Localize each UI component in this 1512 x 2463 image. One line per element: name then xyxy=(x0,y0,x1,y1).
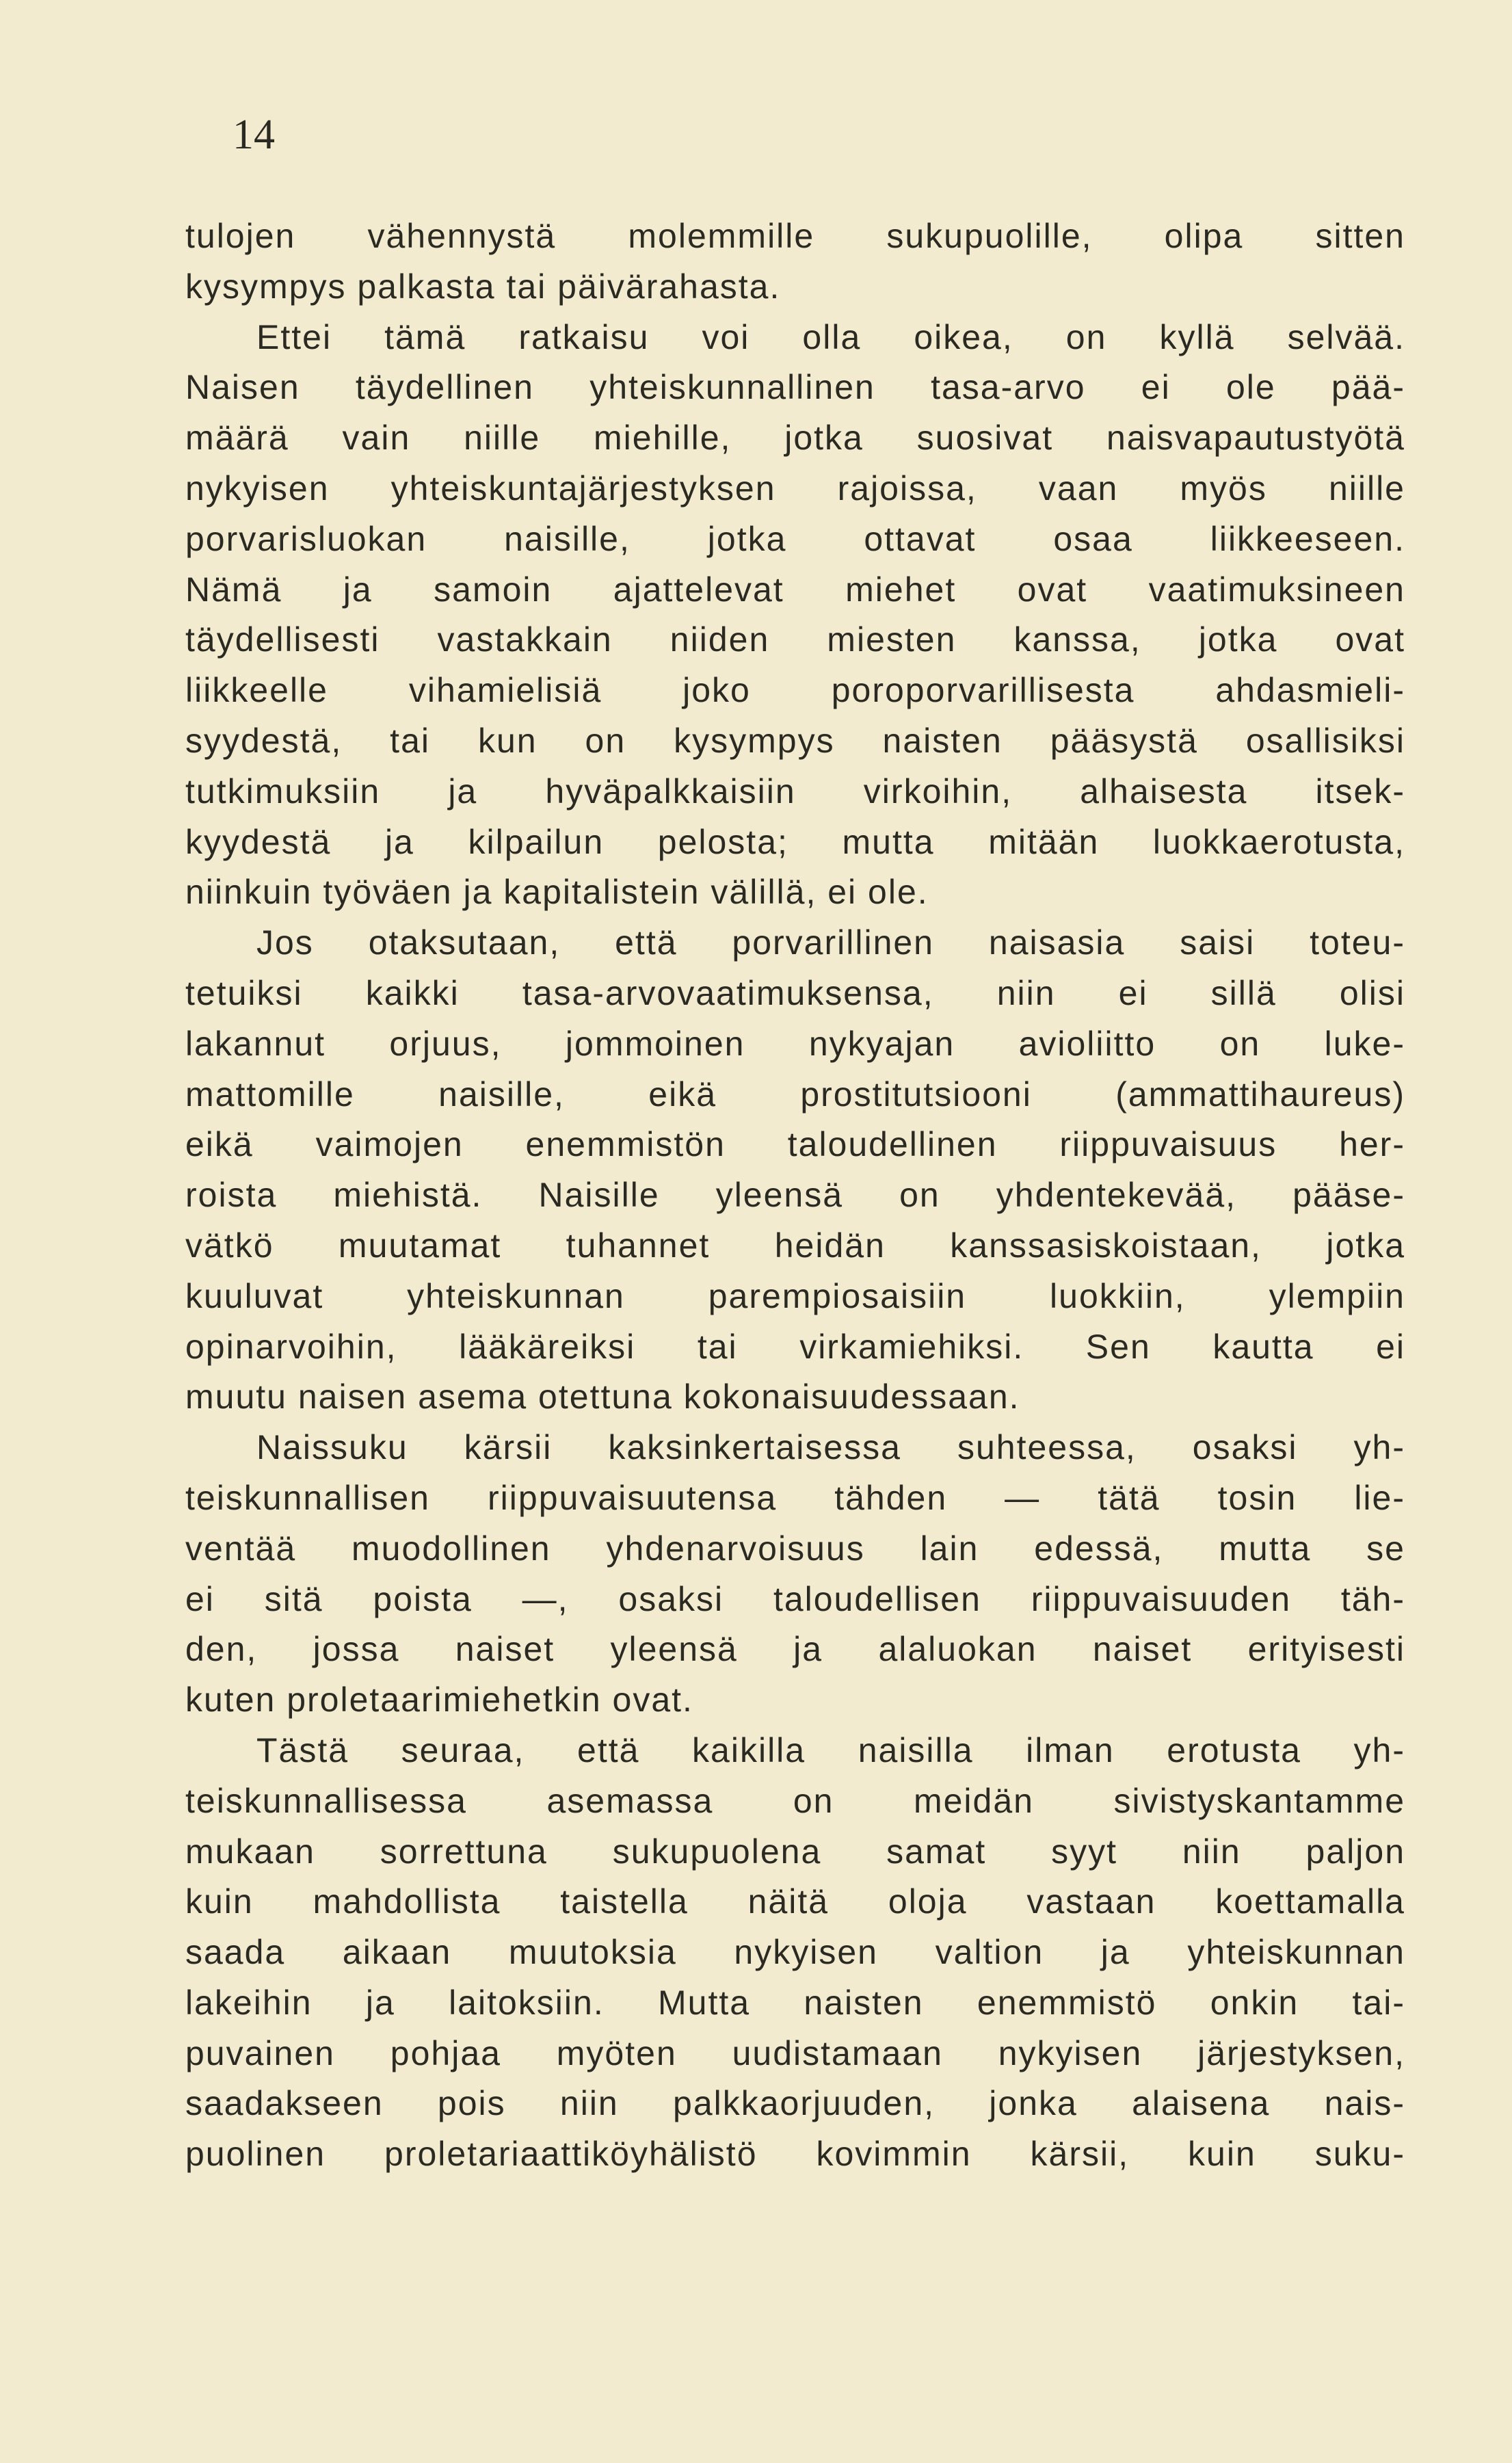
text-line: den, jossa naiset yleensä ja alaluokan naiset erityisesti xyxy=(185,1630,1405,1669)
text-line: kuuluvat yhteiskunnan parempiosaisiin luokkiin, ylempiin xyxy=(185,1276,1405,1315)
text-line: tulojen vähennystä molemmille sukupuolille, olipa sitten xyxy=(185,217,1405,255)
text-line: täydellisesti vastakkain niiden miesten kanssa, jotka ovat xyxy=(185,620,1405,659)
text-line: teiskunnallisen riippuvaisuutensa tähden — tätä tosin lie- xyxy=(185,1478,1405,1517)
body-text xyxy=(185,211,1405,2180)
text-line: Naissuku kärsii kaksinkertaisessa suhteessa, osaksi yh- xyxy=(256,1428,1405,1467)
text-line: tetuiksi kaikki tasa-arvovaatimuksensa, niin ei sillä olisi xyxy=(185,973,1405,1012)
paragraph xyxy=(185,1423,1405,1726)
text-line: vätkö muutamat tuhannet heidän kanssasiskoistaan, jotka xyxy=(185,1226,1405,1265)
text-line: määrä vain niille miehille, jotka suosivat naisvapautustyötä xyxy=(185,419,1405,458)
text-line: kyydestä ja kilpailun pelosta; mutta mitään luokkaerotusta, xyxy=(185,822,1405,861)
text-line: puolinen proletariaattiköyhälistö kovimmin kärsii, kuin suku- xyxy=(185,2135,1405,2174)
page-number: 14 xyxy=(233,111,275,158)
text-line: lakeihin ja laitoksiin. Mutta naisten enemmistö onkin tai- xyxy=(185,1983,1405,2022)
text-line: teiskunnallisessa asemassa on meidän sivistyskantamme xyxy=(185,1781,1405,1820)
text-line: saadakseen pois niin palkkaorjuuden, jonka alaisena nais- xyxy=(185,2084,1405,2123)
text-line: roista miehistä. Naisille yleensä on yhdentekevää, pääse- xyxy=(185,1176,1405,1215)
text-line: liikkeelle vihamielisiä joko poroporvarillisesta ahdasmieli- xyxy=(185,671,1405,710)
paragraph xyxy=(185,918,1405,1423)
paragraph xyxy=(185,1726,1405,2180)
text-line: ventää muodollinen yhdenarvoisuus lain edessä, mutta se xyxy=(185,1529,1405,1568)
text-line: Ettei tämä ratkaisu voi olla oikea, on kyllä selvää. xyxy=(256,317,1405,356)
text-line: Jos otaksutaan, että porvarillinen naisasia saisi toteu- xyxy=(256,923,1405,962)
text-line: Tästä seuraa, että kaikilla naisilla ilman erotusta yh- xyxy=(256,1730,1405,1769)
text-line: mattomille naisille, eikä prostitutsiooni (ammattihaureus) xyxy=(185,1075,1405,1114)
text-line: kuten proletaarimiehetkin ovat. xyxy=(185,1681,693,1720)
text-line: saada aikaan muutoksia nykyisen valtion ja yhteiskunnan xyxy=(185,1933,1405,1972)
text-line: kysympys palkasta tai päivärahasta. xyxy=(185,267,781,306)
text-line: Naisen täydellinen yhteiskunnallinen tasa-arvo ei ole pää- xyxy=(185,368,1405,407)
text-line: kuin mahdollista taistella näitä oloja vastaan koettamalla xyxy=(185,1882,1405,1921)
text-line: Nämä ja samoin ajattelevat miehet ovat vaatimuksineen xyxy=(185,570,1405,609)
text-line: puvainen pohjaa myöten uudistamaan nykyisen järjestyksen, xyxy=(185,2033,1405,2072)
text-line: muutu naisen asema otettuna kokonaisuudessaan. xyxy=(185,1378,1020,1417)
paragraph xyxy=(185,313,1405,919)
text-line: mukaan sorrettuna sukupuolena samat syyt niin paljon xyxy=(185,1832,1405,1871)
text-line: opinarvoihin, lääkäreiksi tai virkamiehiksi. Sen kautta ei xyxy=(185,1327,1405,1366)
text-line: tutkimuksiin ja hyväpalkkaisiin virkoihin, alhaisesta itsek- xyxy=(185,772,1405,811)
text-line: niinkuin työväen ja kapitalistein välillä, ei ole. xyxy=(185,873,929,912)
text-line: syydestä, tai kun on kysympys naisten pääsystä osallisiksi xyxy=(185,721,1405,760)
text-line: nykyisen yhteiskuntajärjestyksen rajoissa, vaan myös niille xyxy=(185,469,1405,508)
text-line: eikä vaimojen enemmistön taloudellinen riippuvaisuus her- xyxy=(185,1125,1405,1164)
paragraph xyxy=(185,211,1405,313)
text-line: ei sitä poista —, osaksi taloudellisen riippuvaisuuden täh- xyxy=(185,1579,1405,1618)
text-line: porvarisluokan naisille, jotka ottavat osaa liikkeeseen. xyxy=(185,519,1405,558)
text-line: lakannut orjuus, jommoinen nykyajan avioliitto on luke- xyxy=(185,1024,1405,1063)
